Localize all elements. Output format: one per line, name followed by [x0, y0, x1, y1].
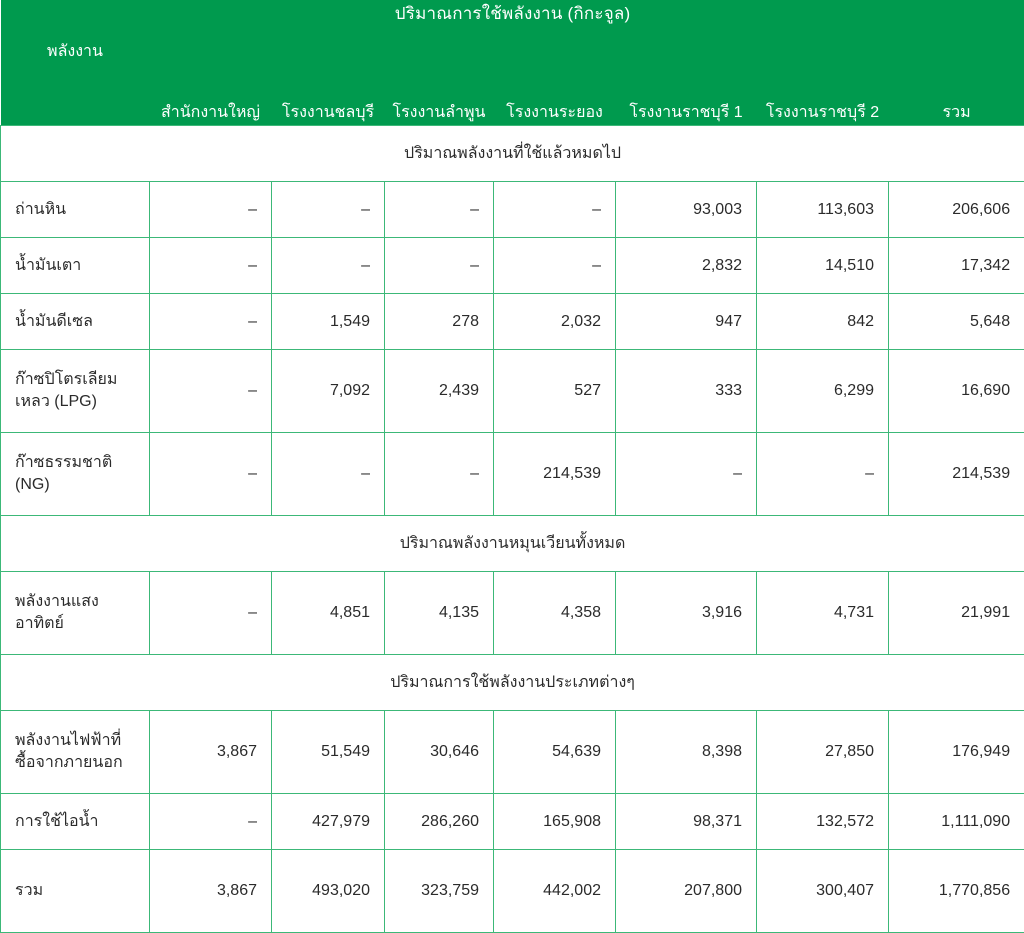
cell-coal-ratchaburi-2: 113,603 — [757, 182, 889, 238]
cell-coal-total: 206,606 — [889, 182, 1024, 238]
column-header-ratchaburi-1-plant: โรงงานราชบุรี 1 — [616, 27, 757, 126]
table-body — [1, 126, 1024, 933]
cell-fuel-oil-head-office: – — [150, 238, 272, 294]
column-header-total: รวม — [889, 27, 1024, 126]
section-heading-energy-types: ปริมาณการใช้พลังงานประเภทต่างๆ — [1, 655, 1024, 711]
cell-purchased-electricity-lamphun: 30,646 — [385, 711, 494, 794]
cell-grand-total-rayong: 442,002 — [494, 850, 616, 933]
cell-solar-total: 21,991 — [889, 572, 1024, 655]
cell-solar-rayong: 4,358 — [494, 572, 616, 655]
table-title-row — [1, 0, 1024, 27]
table-row — [1, 294, 1024, 350]
cell-steam-rayong: 165,908 — [494, 794, 616, 850]
cell-fuel-oil-chonburi: – — [272, 238, 385, 294]
row-label-diesel: น้ำมันดีเซล — [1, 294, 150, 350]
cell-lpg-lamphun: 2,439 — [385, 350, 494, 433]
cell-grand-total-chonburi: 493,020 — [272, 850, 385, 933]
table-row — [1, 350, 1024, 433]
cell-purchased-electricity-total: 176,949 — [889, 711, 1024, 794]
cell-natural-gas-total: 214,539 — [889, 433, 1024, 516]
cell-lpg-ratchaburi-2: 6,299 — [757, 350, 889, 433]
column-header-rayong-plant: โรงงานระยอง — [494, 27, 616, 126]
table-row — [1, 711, 1024, 794]
cell-grand-total-total: 1,770,856 — [889, 850, 1024, 933]
cell-lpg-rayong: 527 — [494, 350, 616, 433]
row-label-coal: ถ่านหิน — [1, 182, 150, 238]
column-header-head-office: สำนักงานใหญ่ — [150, 27, 272, 126]
cell-grand-total-head-office: 3,867 — [150, 850, 272, 933]
cell-purchased-electricity-rayong: 54,639 — [494, 711, 616, 794]
cell-coal-head-office: – — [150, 182, 272, 238]
cell-diesel-total: 5,648 — [889, 294, 1024, 350]
cell-fuel-oil-lamphun: – — [385, 238, 494, 294]
cell-purchased-electricity-ratchaburi-2: 27,850 — [757, 711, 889, 794]
cell-grand-total-ratchaburi-1: 207,800 — [616, 850, 757, 933]
cell-natural-gas-rayong: 214,539 — [494, 433, 616, 516]
cell-coal-chonburi: – — [272, 182, 385, 238]
column-header-chonburi-plant: โรงงานชลบุรี — [272, 27, 385, 126]
cell-lpg-ratchaburi-1: 333 — [616, 350, 757, 433]
cell-steam-head-office: – — [150, 794, 272, 850]
cell-coal-lamphun: – — [385, 182, 494, 238]
column-header-lamphun-plant: โรงงานลำพูน — [385, 27, 494, 126]
table-row — [1, 572, 1024, 655]
cell-fuel-oil-rayong: – — [494, 238, 616, 294]
column-header-energy: พลังงาน — [1, 27, 150, 126]
cell-diesel-rayong: 2,032 — [494, 294, 616, 350]
cell-fuel-oil-total: 17,342 — [889, 238, 1024, 294]
cell-solar-chonburi: 4,851 — [272, 572, 385, 655]
cell-solar-head-office: – — [150, 572, 272, 655]
cell-lpg-head-office: – — [150, 350, 272, 433]
cell-diesel-ratchaburi-2: 842 — [757, 294, 889, 350]
cell-solar-ratchaburi-1: 3,916 — [616, 572, 757, 655]
cell-natural-gas-ratchaburi-1: – — [616, 433, 757, 516]
table-row — [1, 794, 1024, 850]
cell-steam-total: 1,111,090 — [889, 794, 1024, 850]
row-label-fuel-oil: น้ำมันเตา — [1, 238, 150, 294]
cell-grand-total-lamphun: 323,759 — [385, 850, 494, 933]
section-heading-renewable: ปริมาณพลังงานหมุนเวียนทั้งหมด — [1, 516, 1024, 572]
page-title: ปริมาณการใช้พลังงาน (กิกะจูล) — [1, 0, 1024, 27]
cell-natural-gas-ratchaburi-2: – — [757, 433, 889, 516]
table-row — [1, 238, 1024, 294]
table-row — [1, 182, 1024, 238]
table-header — [1, 0, 1024, 126]
cell-natural-gas-head-office: – — [150, 433, 272, 516]
row-label-steam: การใช้ไอน้ำ — [1, 794, 150, 850]
cell-steam-ratchaburi-1: 98,371 — [616, 794, 757, 850]
section-heading-row — [1, 655, 1024, 711]
cell-solar-ratchaburi-2: 4,731 — [757, 572, 889, 655]
row-label-grand-total: รวม — [1, 850, 150, 933]
cell-coal-ratchaburi-1: 93,003 — [616, 182, 757, 238]
cell-steam-lamphun: 286,260 — [385, 794, 494, 850]
cell-lpg-total: 16,690 — [889, 350, 1024, 433]
row-label-solar: พลังงานแสงอาทิตย์ — [1, 572, 150, 655]
cell-fuel-oil-ratchaburi-1: 2,832 — [616, 238, 757, 294]
cell-natural-gas-chonburi: – — [272, 433, 385, 516]
row-label-purchased-electricity: พลังงานไฟฟ้าที่ซื้อจากภายนอก — [1, 711, 150, 794]
section-heading-row — [1, 516, 1024, 572]
cell-fuel-oil-ratchaburi-2: 14,510 — [757, 238, 889, 294]
cell-diesel-chonburi: 1,549 — [272, 294, 385, 350]
cell-purchased-electricity-chonburi: 51,549 — [272, 711, 385, 794]
cell-coal-rayong: – — [494, 182, 616, 238]
cell-solar-lamphun: 4,135 — [385, 572, 494, 655]
cell-steam-chonburi: 427,979 — [272, 794, 385, 850]
section-heading-row — [1, 126, 1024, 182]
column-header-ratchaburi-2-plant: โรงงานราชบุรี 2 — [757, 27, 889, 126]
section-heading-nonrenewable: ปริมาณพลังงานที่ใช้แล้วหมดไป — [1, 126, 1024, 182]
cell-diesel-head-office: – — [150, 294, 272, 350]
row-label-lpg: ก๊าซปิโตรเลียมเหลว (LPG) — [1, 350, 150, 433]
column-header-row — [1, 27, 1024, 126]
cell-purchased-electricity-ratchaburi-1: 8,398 — [616, 711, 757, 794]
cell-lpg-chonburi: 7,092 — [272, 350, 385, 433]
table-row — [1, 433, 1024, 516]
cell-diesel-ratchaburi-1: 947 — [616, 294, 757, 350]
cell-diesel-lamphun: 278 — [385, 294, 494, 350]
cell-natural-gas-lamphun: – — [385, 433, 494, 516]
cell-steam-ratchaburi-2: 132,572 — [757, 794, 889, 850]
cell-purchased-electricity-head-office: 3,867 — [150, 711, 272, 794]
table-row-total — [1, 850, 1024, 933]
cell-grand-total-ratchaburi-2: 300,407 — [757, 850, 889, 933]
row-label-natural-gas: ก๊าซธรรมชาติ (NG) — [1, 433, 150, 516]
